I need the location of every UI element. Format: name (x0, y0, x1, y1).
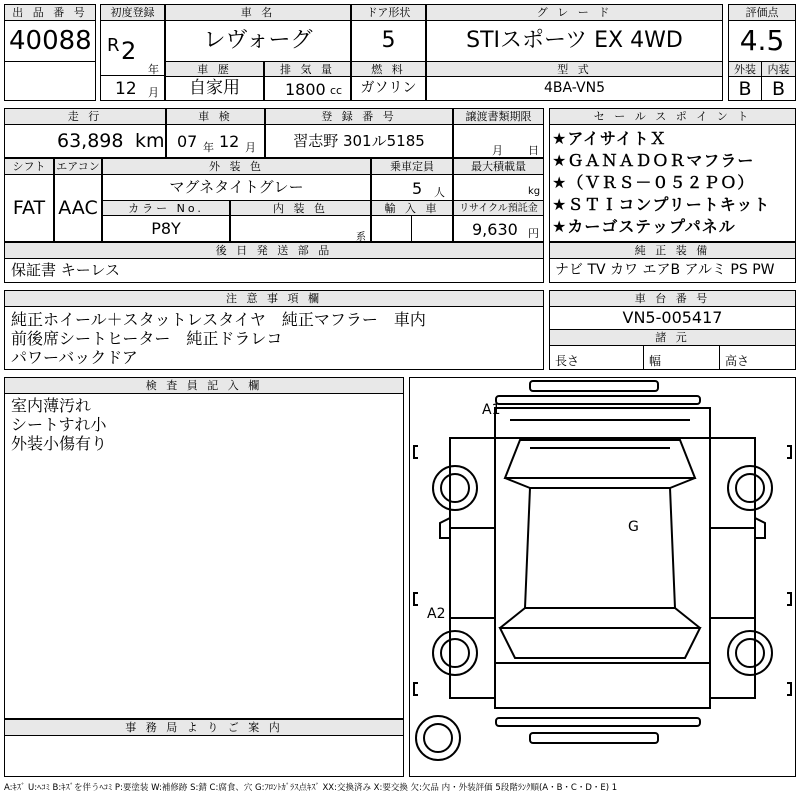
displacement-cell (264, 76, 351, 101)
first-registration-header: 初度登録 (100, 4, 165, 21)
sales-points-list (549, 124, 796, 242)
door-type-header: ドア形状 (351, 4, 426, 21)
capacity-cell (371, 174, 453, 201)
capacity-header: 乗車定員 (371, 158, 453, 175)
diagram-mark-g: G (628, 519, 639, 535)
genuine-equipment: ナビ TV カワ エアB アルミ PS PW (549, 258, 796, 283)
note-line: 前後席シートヒーター 純正ドラレコ (11, 329, 283, 348)
car-name-header: 車 名 (165, 4, 351, 21)
notes-header: 注 意 事 項 欄 (4, 290, 544, 307)
length-label: 長さ (555, 354, 580, 368)
inspection-year: 07 (177, 132, 198, 151)
door-count: 5 (351, 20, 426, 62)
interior-color-header: 内 装 色 (230, 200, 371, 216)
inspection-header: 車 検 (166, 108, 265, 125)
width-label: 幅 (649, 354, 662, 368)
capacity: 5 (412, 179, 423, 198)
shift: FAT (4, 174, 54, 242)
score-header: 評価点 (728, 4, 796, 21)
sales-point: ★ＧＡＮＡＤＯＲマフラー (552, 151, 755, 170)
inspection-month-unit: 月 (245, 141, 256, 154)
sales-point: ★アイサイトＸ (552, 129, 667, 148)
interior-color-unit: 系 (356, 232, 366, 242)
import-header: 輸 入 車 (371, 200, 453, 216)
deadline-day-unit: 日 (528, 144, 539, 157)
aircon-header: エアコン (54, 158, 102, 175)
interior-score: B (761, 76, 796, 101)
displacement-unit: cc (330, 84, 343, 97)
displacement-header: 排 気 量 (264, 61, 351, 77)
recycle-header: リサイクル預託金 (453, 200, 544, 216)
grade: STIスポーツ EX 4WD (426, 20, 723, 62)
overall-score: 4.5 (728, 20, 796, 62)
max-load-header: 最大積載量 (453, 158, 544, 175)
inspection-month: 12 (219, 132, 240, 151)
era-label: R (107, 35, 120, 56)
deadline-month-unit: 月 (492, 144, 503, 157)
note-line: 純正ホイール＋スタットレスタイヤ 純正マフラー 車内 (11, 310, 426, 329)
year-unit: 年 (148, 63, 159, 76)
later-parts-header: 後 日 発 送 部 品 (4, 242, 544, 259)
displacement: 1800 (285, 80, 326, 99)
diagram-mark-a2: A2 (427, 606, 446, 622)
max-load-unit: kg (528, 186, 541, 197)
mileage: 63,898 (57, 130, 124, 152)
legend-footer: A:ｷｽﾞ U:ﾍｺﾐ B:ｷｽﾞを伴うﾍｺﾐ P:要塗装 W:補修跡 S:錆 C:腐食、穴 G:ﾌﾛﾝﾄｶﾞﾗｽ点ｷｽﾞ XX:交換済み X:要交換 欠:欠品 内・外装評価 5段階ﾗﾝｸ順(A・B・C・D・E) 1 (4, 783, 618, 793)
sales-point: ★（ＶＲＳ－０５２ＰＯ） (552, 173, 755, 192)
aircon: AAC (54, 174, 102, 242)
import-cell-right (411, 215, 453, 242)
fuel: ガソリン (351, 76, 426, 101)
sales-point: ★ＳＴＩコンプリートキット (552, 195, 771, 214)
shift-header: シフト (4, 158, 54, 175)
capacity-unit: 人 (434, 186, 445, 199)
recycle-cell (453, 215, 544, 242)
mileage-unit: km (135, 130, 165, 152)
chassis-number: VN5-005417 (549, 306, 796, 330)
dimensions-header: 諸 元 (549, 329, 796, 346)
exterior-color-header: 外 装 色 (102, 158, 371, 175)
sales-points-header: セ ー ル ス ポ イ ン ト (549, 108, 796, 125)
inspection-cell (166, 124, 265, 158)
model-code: 4BA-VN5 (426, 76, 723, 101)
notes-body (4, 306, 544, 370)
exterior-color: マグネタイトグレー (102, 174, 371, 201)
history-header: 車 歴 (165, 61, 264, 77)
exterior-score-header: 外装 (728, 61, 762, 77)
lot-number-blank (4, 61, 96, 101)
recycle-unit: 円 (528, 227, 539, 240)
office-header: 事 務 局 よ り ご 案 内 (4, 719, 404, 736)
diagram-mark-a1: A1 (482, 402, 501, 418)
car-name: レヴォーグ (165, 20, 351, 62)
note-line: パワーバックドア (11, 348, 138, 367)
damage-diagram (409, 377, 796, 777)
plate-number: 習志野 301ル5185 (265, 124, 453, 158)
month-unit: 月 (148, 86, 159, 99)
registration-month: 12 (115, 79, 137, 99)
model-code-header: 型 式 (426, 61, 723, 77)
interior-color-cell (230, 215, 371, 242)
inspector-body (4, 393, 404, 719)
sales-point: ★カーゴステップパネル (552, 217, 736, 236)
color-no-header: カラー No. (102, 200, 230, 216)
recycle-fee: 9,630 (472, 220, 518, 239)
registration-year: 2 (121, 37, 137, 65)
max-load-cell (453, 174, 544, 201)
first-registration-month-cell (100, 75, 165, 101)
car-outline-diagram (410, 378, 795, 776)
inspection-year-unit: 年 (203, 141, 214, 154)
height-label: 高さ (725, 354, 750, 368)
first-registration-year-cell (100, 20, 165, 76)
exterior-score: B (728, 76, 762, 101)
fuel-header: 燃 料 (351, 61, 426, 77)
later-parts: 保証書 キーレス (4, 258, 544, 283)
chassis-header: 車 台 番 号 (549, 290, 796, 307)
lot-number-header: 出 品 番 号 (4, 4, 96, 21)
plate-header: 登 録 番 号 (265, 108, 453, 125)
lot-number: 40088 (4, 20, 96, 62)
mileage-cell (4, 124, 166, 158)
genuine-equipment-header: 純 正 装 備 (549, 242, 796, 259)
inspector-line: 外装小傷有り (11, 434, 108, 453)
inspector-header: 検 査 員 記 入 欄 (4, 377, 404, 394)
transfer-deadline-header: 譲渡書類期限 (453, 108, 544, 125)
length-cell (549, 345, 644, 370)
mileage-header: 走 行 (4, 108, 166, 125)
import-cell-left (371, 215, 412, 242)
office-body (4, 735, 404, 777)
height-cell (719, 345, 796, 370)
transfer-deadline-cell (453, 124, 544, 158)
grade-header: グ レ ー ド (426, 4, 723, 21)
width-cell (643, 345, 720, 370)
color-no: P8Y (102, 215, 230, 242)
inspector-line: シートすれ小 (11, 415, 107, 434)
inspector-line: 室内薄汚れ (11, 396, 92, 415)
interior-score-header: 内装 (761, 61, 796, 77)
history: 自家用 (165, 76, 264, 101)
